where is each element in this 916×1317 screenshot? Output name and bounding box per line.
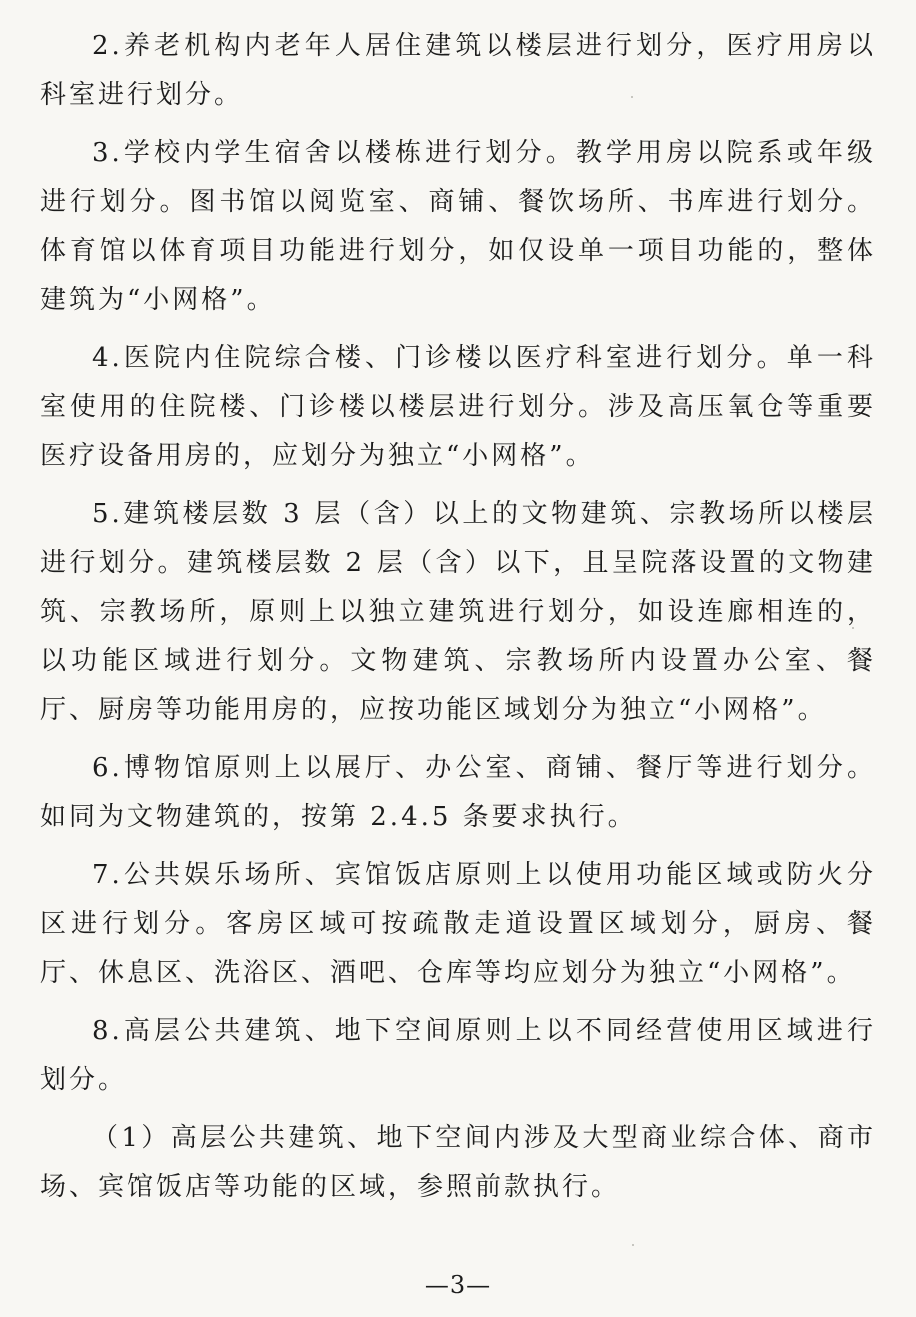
paragraph-hospitals: 4.医院内住院综合楼、门诊楼以医疗科室进行划分。单一科室使用的住院楼、门诊楼以楼层进行划分。涉及高压氧仓等重要医疗设备用房的，应划分为独立“小网格”。 [40,343,876,471]
paragraph-entertainment-hotels: 7.公共娱乐场所、宾馆饭店原则上以使用功能区域或防火分区进行划分。客房区域可按疏散走道设置区域划分，厨房、餐厅、休息区、洗浴区、酒吧、仓库等均应划分为独立“小网格”。 [40,860,876,988]
page-number: —3— [424,1271,492,1299]
scan-speck [632,1244,634,1246]
paragraph-schools: 3.学校内学生宿舍以楼栋进行划分。教学用房以院系或年级进行划分。图书馆以阅览室、商铺、餐饮场所、书库进行划分。体育馆以体育项目功能进行划分，如仅设单一项目功能的，整体建筑为“小网格”。 [40,138,876,315]
paragraph-highrise-underground: 8.高层公共建筑、地下空间原则上以不同经营使用区域进行划分。 [40,1016,876,1095]
paragraph-highrise-subitem-1: （1）高层公共建筑、地下空间内涉及大型商业综合体、商市场、宾馆饭店等功能的区域，参照前款执行。 [40,1123,876,1202]
paragraph-museums: 6.博物馆原则上以展厅、办公室、商铺、餐厅等进行划分。如同为文物建筑的，按第 2.4.5 条要求执行。 [40,753,876,832]
paragraph-elderly-care: 2.养老机构内老年人居住建筑以楼层进行划分，医疗用房以科室进行划分。 [40,31,876,110]
scan-speck [631,96,633,98]
document-body [40,22,876,1221]
scan-speck [852,627,854,629]
paragraph-heritage-religious: 5.建筑楼层数 3 层（含）以上的文物建筑、宗教场所以楼层进行划分。建筑楼层数 2 层（含）以下，且呈院落设置的文物建筑、宗教场所，原则上以独立建筑进行划分，如设连廊相连的，以功能区域进行划分。文物建筑、宗教场所内设置办公室、餐厅、厨房等功能用房的，应按功能区域划分为独立“小网格”。 [40,499,876,725]
